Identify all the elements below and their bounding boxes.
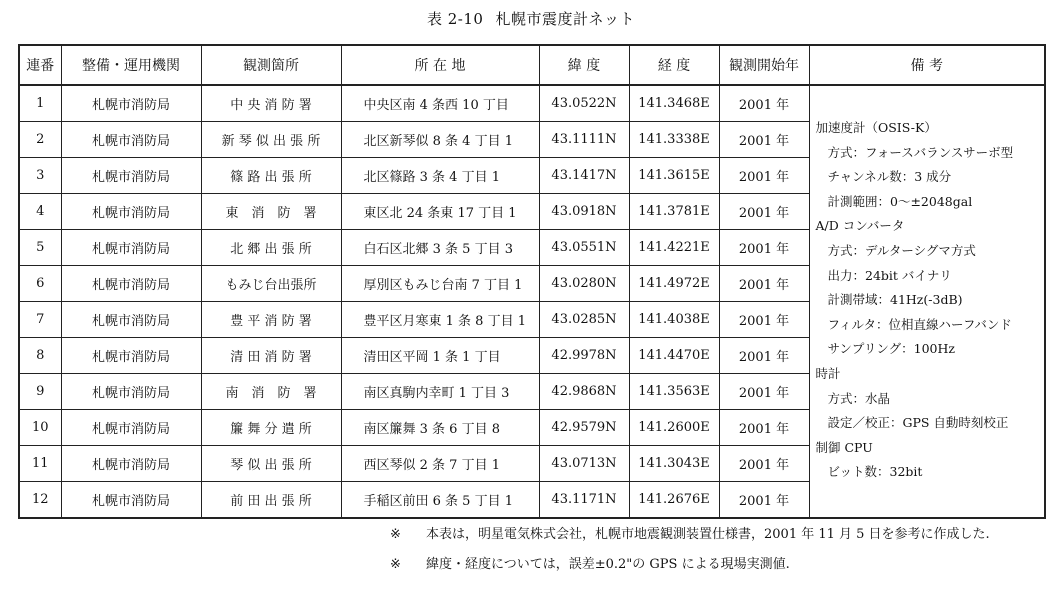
cell-address: 手稲区前田 6 条 5 丁目 1 [341, 482, 539, 519]
cell-start-year: 2001 年 [719, 122, 809, 158]
footnote [390, 550, 1050, 580]
cell-no: 2 [19, 122, 61, 158]
cell-start-year: 2001 年 [719, 302, 809, 338]
table-caption [0, 8, 1062, 29]
cell-no: 6 [19, 266, 61, 302]
cell-longitude: 141.4221E [629, 230, 719, 266]
cell-org: 札幌市消防局 [61, 194, 201, 230]
remarks-line: フィルタ：位相直線ハーフバンド [827, 316, 1012, 332]
remarks-line: 方式：フォースバランスサーボ型 [827, 144, 1014, 160]
cell-org: 札幌市消防局 [61, 85, 201, 122]
table-number: 表 2-10 [427, 10, 484, 28]
table-title: 札幌市震度計ネット [495, 10, 635, 28]
cell-latitude: 42.9579N [539, 410, 629, 446]
cell-org: 札幌市消防局 [61, 302, 201, 338]
cell-longitude: 141.3781E [629, 194, 719, 230]
cell-site: 北 郷 出 張 所 [201, 230, 341, 266]
cell-start-year: 2001 年 [719, 158, 809, 194]
cell-no: 1 [19, 85, 61, 122]
cell-address: 中央区南 4 条西 10 丁目 [341, 85, 539, 122]
cell-site: 前 田 出 張 所 [201, 482, 341, 519]
header-start-year: 観測開始年 [719, 45, 809, 85]
cell-site: 簾 舞 分 遣 所 [201, 410, 341, 446]
footnotes [390, 520, 1050, 580]
cell-site: 琴 似 出 張 所 [201, 446, 341, 482]
cell-site: 清 田 消 防 署 [201, 338, 341, 374]
footnote-mark: ※ [390, 527, 401, 542]
cell-site: 篠 路 出 張 所 [201, 158, 341, 194]
cell-start-year: 2001 年 [719, 374, 809, 410]
cell-latitude: 42.9978N [539, 338, 629, 374]
cell-longitude: 141.3338E [629, 122, 719, 158]
cell-no: 4 [19, 194, 61, 230]
cell-org: 札幌市消防局 [61, 158, 201, 194]
footnote-text: 本表は，明星電気株式会社，札幌市地震観測装置仕様書，2001 年 11 月 5 日を参考に作成した. [426, 527, 990, 542]
cell-site: もみじ台出張所 [201, 266, 341, 302]
cell-longitude: 141.3043E [629, 446, 719, 482]
cell-site: 東 消 防 署 [201, 194, 341, 230]
remarks-line: 加速度計（OSIS-K） [815, 120, 937, 135]
cell-site: 豊 平 消 防 署 [201, 302, 341, 338]
cell-start-year: 2001 年 [719, 410, 809, 446]
cell-latitude: 43.0713N [539, 446, 629, 482]
cell-address: 豊平区月寒東 1 条 8 丁目 1 [341, 302, 539, 338]
remarks-line: チャンネル数：3 成分 [827, 169, 952, 185]
cell-start-year: 2001 年 [719, 230, 809, 266]
cell-org: 札幌市消防局 [61, 230, 201, 266]
cell-no: 12 [19, 482, 61, 519]
cell-org: 札幌市消防局 [61, 410, 201, 446]
header-remarks: 備 考 [809, 45, 1045, 85]
header-org: 整備・運用機関 [61, 45, 201, 85]
cell-start-year: 2001 年 [719, 266, 809, 302]
cell-start-year: 2001 年 [719, 194, 809, 230]
cell-start-year: 2001 年 [719, 338, 809, 374]
cell-latitude: 43.0285N [539, 302, 629, 338]
cell-longitude: 141.3563E [629, 374, 719, 410]
header-latitude: 緯 度 [539, 45, 629, 85]
cell-start-year: 2001 年 [719, 482, 809, 519]
remarks-line: A/D コンバータ [815, 218, 905, 234]
cell-no: 8 [19, 338, 61, 374]
cell-address: 清田区平岡 1 条 1 丁目 [341, 338, 539, 374]
cell-longitude: 141.4038E [629, 302, 719, 338]
cell-start-year: 2001 年 [719, 85, 809, 122]
header-no: 連番 [19, 45, 61, 85]
cell-longitude: 141.2600E [629, 410, 719, 446]
cell-latitude: 43.0522N [539, 85, 629, 122]
cell-org: 札幌市消防局 [61, 122, 201, 158]
remarks-line: サンプリング：100Hz [827, 341, 955, 357]
remarks-line: 時計 [815, 365, 841, 381]
header-longitude: 経 度 [629, 45, 719, 85]
cell-address: 西区琴似 2 条 7 丁目 1 [341, 446, 539, 482]
cell-no: 3 [19, 158, 61, 194]
header-row [19, 45, 1045, 85]
cell-no: 10 [19, 410, 61, 446]
remarks-line: 計測帯域：41Hz(-3dB) [827, 292, 963, 308]
cell-org: 札幌市消防局 [61, 266, 201, 302]
cell-latitude: 43.0280N [539, 266, 629, 302]
cell-latitude: 43.0551N [539, 230, 629, 266]
cell-address: 南区真駒内幸町 1 丁目 3 [341, 374, 539, 410]
cell-site: 南 消 防 署 [201, 374, 341, 410]
footnote-text: 緯度・経度については，誤差±0.2"の GPS による現場実測値. [426, 557, 790, 572]
cell-address: 白石区北郷 3 条 5 丁目 3 [341, 230, 539, 266]
footnote [390, 520, 1050, 550]
cell-latitude: 42.9868N [539, 374, 629, 410]
cell-org: 札幌市消防局 [61, 482, 201, 519]
cell-address: 厚別区もみじ台南 7 丁目 1 [341, 266, 539, 302]
footnote-mark: ※ [390, 557, 401, 572]
cell-latitude: 43.1417N [539, 158, 629, 194]
remarks-line: 設定／校正：GPS 自動時刻校正 [827, 415, 1009, 431]
remarks-line: 出力：24bit バイナリ [827, 267, 952, 283]
cell-no: 11 [19, 446, 61, 482]
cell-longitude: 141.4972E [629, 266, 719, 302]
cell-site: 中 央 消 防 署 [201, 85, 341, 122]
remarks-line: 方式：デルターシグマ方式 [827, 242, 976, 258]
cell-longitude: 141.3468E [629, 85, 719, 122]
cell-no: 5 [19, 230, 61, 266]
cell-no: 9 [19, 374, 61, 410]
cell-latitude: 43.1111N [539, 122, 629, 158]
cell-address: 北区新琴似 8 条 4 丁目 1 [341, 122, 539, 158]
cell-start-year: 2001 年 [719, 446, 809, 482]
cell-no: 7 [19, 302, 61, 338]
cell-address: 東区北 24 条東 17 丁目 1 [341, 194, 539, 230]
table-row [19, 85, 1045, 122]
cell-org: 札幌市消防局 [61, 446, 201, 482]
cell-latitude: 43.1171N [539, 482, 629, 519]
cell-longitude: 141.3615E [629, 158, 719, 194]
cell-longitude: 141.4470E [629, 338, 719, 374]
remarks-cell [809, 85, 1045, 518]
seismometer-network-table [18, 44, 1046, 519]
cell-address: 南区簾舞 3 条 6 丁目 8 [341, 410, 539, 446]
cell-org: 札幌市消防局 [61, 338, 201, 374]
remarks-line: 制御 CPU [815, 439, 873, 455]
cell-longitude: 141.2676E [629, 482, 719, 519]
cell-site: 新 琴 似 出 張 所 [201, 122, 341, 158]
remarks-line: 計測範囲：0～±2048gal [827, 193, 973, 209]
cell-latitude: 43.0918N [539, 194, 629, 230]
remarks-line: ビット数：32bit [827, 464, 923, 480]
header-site: 観測箇所 [201, 45, 341, 85]
remarks-line: 方式：水晶 [827, 390, 891, 406]
cell-org: 札幌市消防局 [61, 374, 201, 410]
cell-address: 北区篠路 3 条 4 丁目 1 [341, 158, 539, 194]
header-address: 所 在 地 [341, 45, 539, 85]
